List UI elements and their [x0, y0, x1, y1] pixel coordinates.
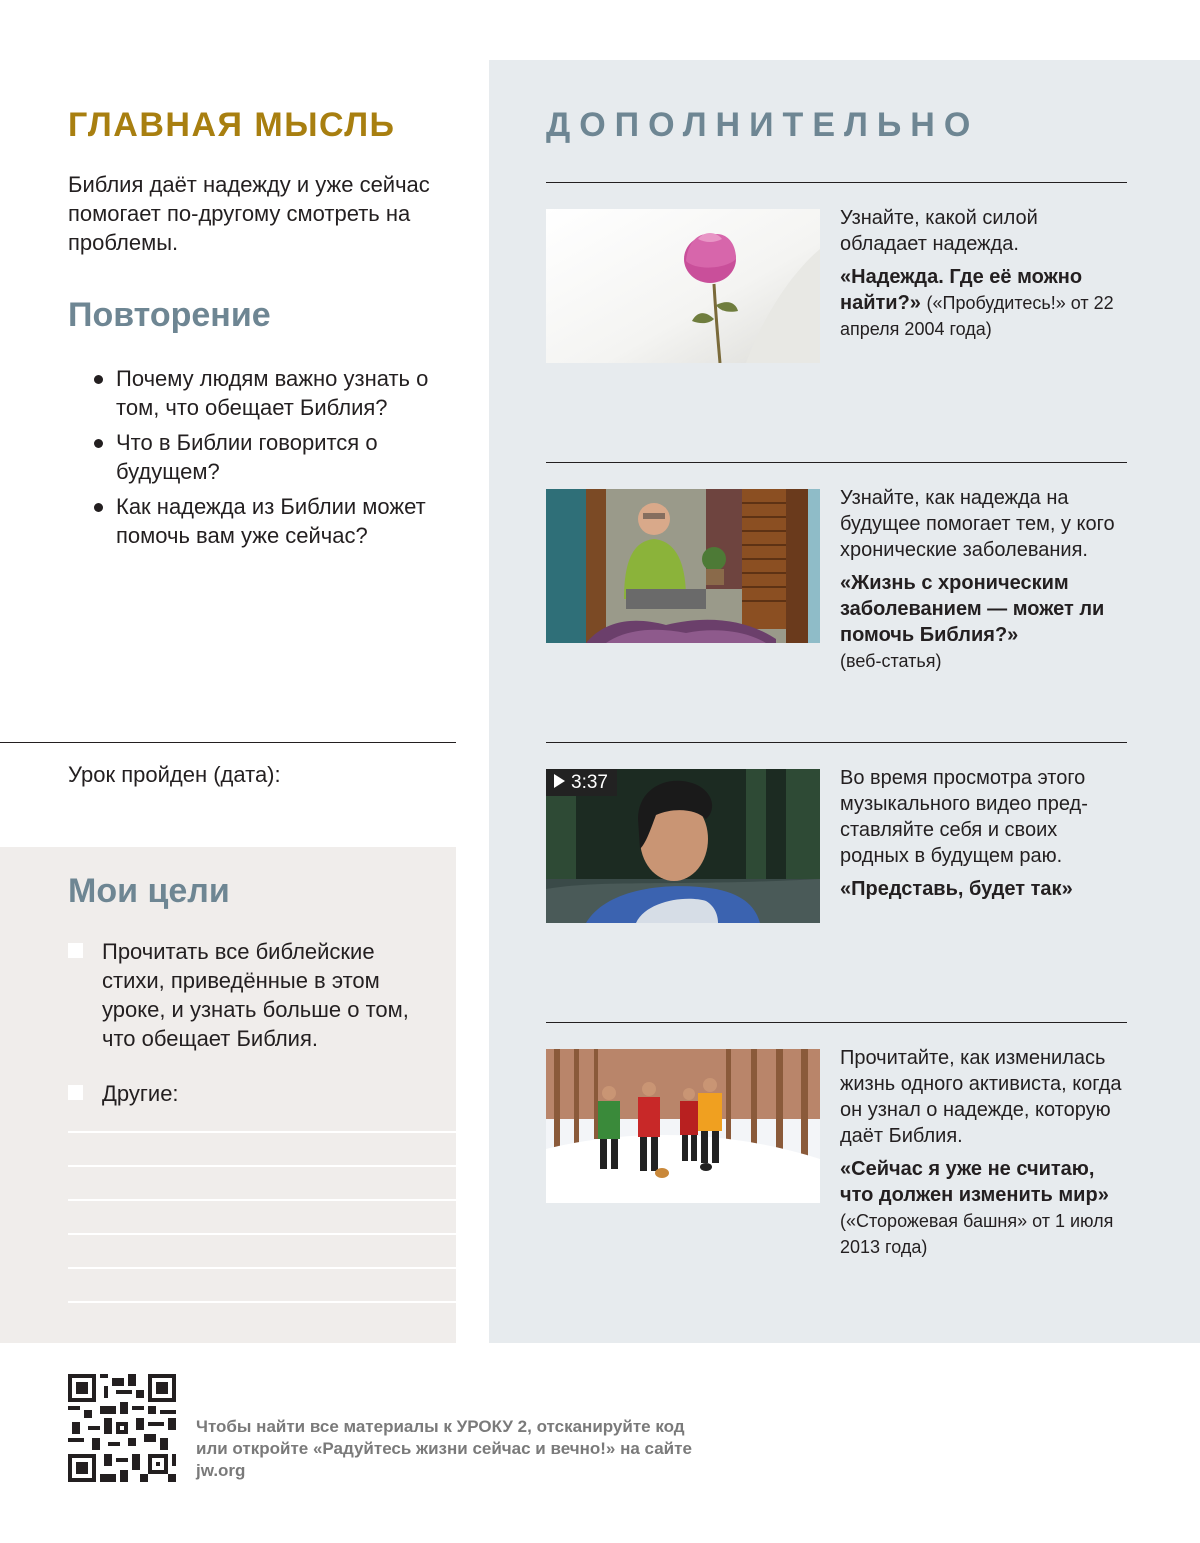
section-divider: [546, 742, 1127, 743]
play-icon: [554, 774, 565, 788]
card-title[interactable]: «Жизнь с хроническим заболеванием — может ли помочь Библия?»: [840, 572, 1105, 646]
write-line[interactable]: [68, 1165, 456, 1167]
card-text: [840, 205, 1130, 342]
divider: [0, 742, 456, 743]
card-title[interactable]: «Сейчас я уже не считаю, что должен изменить мир»: [840, 1158, 1109, 1206]
card-title[interactable]: «Представь, будет так»: [840, 878, 1073, 900]
card-image-wheelchair[interactable]: [546, 489, 820, 643]
extra-title: ДОПОЛНИТЕЛЬНО: [546, 106, 980, 144]
card-description: Узнайте, как надежда на будущее помогает тем, у кого хронические заболевания.: [840, 487, 1115, 561]
card-image-snow-walk[interactable]: [546, 1049, 820, 1203]
card-text: [840, 485, 1130, 674]
footer-text: Чтобы найти все материалы к УРОКУ 2, отсканируйте код или откройте «Радуйтесь жизни сейчас и вечно!» на сайте jw.org: [196, 1417, 692, 1480]
card-text: [840, 765, 1130, 902]
review-item: Как надежда из Библии может помочь вам уже сейчас?: [92, 492, 462, 550]
goals-section: [0, 847, 456, 1343]
goal-text: Прочитать все библейские стихи, приведённые в этом уроке, и узнать больше о том, что обещает Библия.: [102, 939, 409, 1051]
card-description: Узнайте, какой силой обладает надежда.: [840, 207, 1038, 255]
card-description: Прочитайте, как изменилась жизнь одного активиста, когда он узнал о надежде, которую даёт Библия.: [840, 1047, 1122, 1147]
section-divider: [546, 182, 1127, 183]
duration-text: 3:37: [571, 772, 608, 793]
card-video[interactable]: [546, 769, 820, 923]
card-title: «Надежда. Где её можно найти?»: [840, 266, 1083, 314]
section-divider: [546, 462, 1127, 463]
review-list: [92, 364, 462, 556]
goal-text: Другие:: [102, 1081, 179, 1106]
review-item: Почему людям важно узнать о том, что обещает Библия?: [92, 364, 462, 422]
video-duration[interactable]: [546, 769, 617, 796]
lesson-completed-label: Урок пройден (дата):: [68, 762, 281, 787]
qr-code-icon[interactable]: [68, 1374, 176, 1482]
goal-checkbox[interactable]: [68, 1085, 83, 1100]
card-source: (веб-статья): [840, 651, 942, 671]
write-line[interactable]: [68, 1233, 456, 1235]
card-description: Во время просмотра этого музыкального видео представляйте себя и своих родных в будущем раю.: [840, 767, 1088, 867]
card-image-flower[interactable]: [546, 209, 820, 363]
review-title: Повторение: [68, 296, 271, 334]
main-thought-title: ГЛАВНАЯ МЫСЛЬ: [68, 106, 396, 144]
card-title-link[interactable]: [840, 264, 1130, 342]
goal-checkbox[interactable]: [68, 943, 83, 958]
wheelchair-man-image: [546, 489, 820, 643]
flower-image: [546, 209, 820, 363]
card-source: («Пробудитесь!» от 22 апреля 2004 года): [840, 293, 1114, 339]
card-source: («Сторожевая башня» от 1 июля 2013 года): [840, 1211, 1114, 1257]
write-line[interactable]: [68, 1131, 456, 1133]
goals-title: Мои цели: [68, 872, 230, 910]
main-thought-text: Библия даёт надежду и уже сейчас помогает по-другому смотреть на проблемы.: [68, 172, 430, 255]
card-text: [840, 1045, 1130, 1260]
goal-item: [68, 937, 438, 1053]
review-item: Что в Библии говорится о будущем?: [92, 428, 462, 486]
section-divider: [546, 1022, 1127, 1023]
goal-item-other: [68, 1079, 438, 1108]
snow-walk-image: [546, 1049, 820, 1203]
write-line[interactable]: [68, 1267, 456, 1269]
write-line[interactable]: [68, 1301, 456, 1303]
write-line[interactable]: [68, 1199, 456, 1201]
